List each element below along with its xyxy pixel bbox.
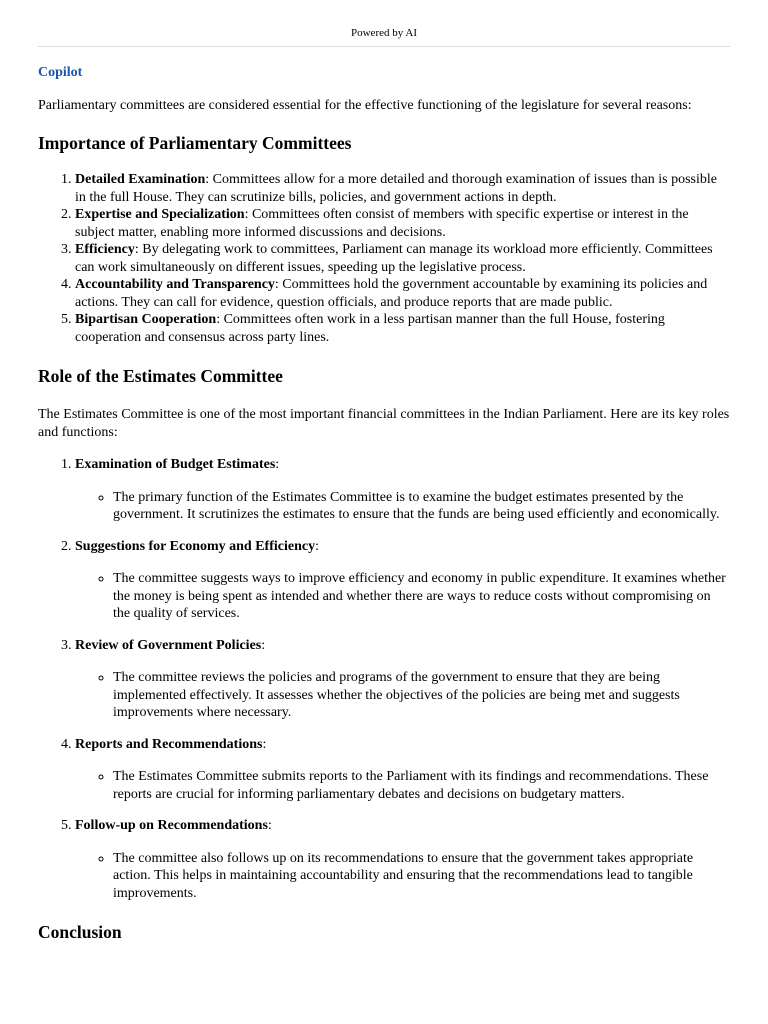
estimates-item-title: Reports and Recommendations	[75, 736, 263, 752]
estimates-sublist	[75, 669, 730, 722]
estimates-item-title: Examination of Budget Estimates	[75, 457, 276, 472]
importance-item	[75, 276, 730, 311]
importance-item-text: : Committees hold the government accountable by examining its policies and actions. They can call for evidence, question officials, and produce reports that are made public.	[75, 277, 708, 310]
importance-item-title: Efficiency	[75, 242, 135, 257]
estimates-item	[75, 736, 730, 804]
powered-by-header: Powered by AI	[38, 0, 730, 47]
importance-heading: Importance of Parliamentary Committees	[38, 133, 352, 153]
estimates-item-suffix: :	[267, 818, 272, 833]
importance-item-title: Detailed Examination	[75, 172, 206, 187]
estimates-item-suffix: :	[315, 538, 319, 554]
importance-item-title: Accountability and Transparency	[75, 277, 275, 292]
importance-item	[75, 241, 730, 276]
estimates-sublist	[75, 489, 730, 524]
estimates-heading: Role of the Estimates Committee	[38, 366, 283, 386]
importance-item-title: Expertise and Specialization	[75, 207, 245, 222]
estimates-item	[75, 456, 730, 524]
importance-item	[75, 171, 730, 206]
estimates-sublist	[75, 570, 730, 623]
importance-item-title: Bipartisan Cooperation	[75, 312, 217, 327]
estimates-item-detail: ◦ The committee suggests ways to improve efficiency and economy in public expenditure. It examines whether the money is being spent as intended and whether there are ways to reduce costs without compromising on the quality of services.	[113, 570, 730, 623]
estimates-item-detail: ◦ The committee reviews the policies and programs of the government to ensure that they are being implemented effectively. It assesses whether the objectives of the policies are being met and suggests improvements where necessary.	[113, 669, 730, 722]
conclusion-heading: Conclusion	[38, 922, 122, 942]
importance-item-text: : Committees often consist of members with specific expertise or interest in the subject matter, enabling more informed discussions and decisions.	[75, 207, 689, 240]
estimates-item	[75, 817, 730, 902]
estimates-sublist	[75, 850, 730, 903]
estimates-item-suffix: :	[261, 637, 266, 653]
estimates-intro: The Estimates Committee is one of the most important financial committees in the Indian Parliament. Here are its key roles and functions:	[38, 407, 730, 440]
importance-list	[38, 171, 730, 346]
importance-item-text: : Committees allow for a more detailed and thorough examination of issues than is possible in the full House. They can scrutinize bills, policies, and government actions in depth.	[75, 172, 717, 205]
estimates-item-title: Review of Government Policies	[75, 637, 262, 653]
estimates-item-detail: ◦ The committee also follows up on its recommendations to ensure that the government takes appropriate action. This helps in maintaining accountability and ensuring that the recommendations lead to tangible improvements.	[113, 850, 730, 903]
estimates-item-detail: ◦ The primary function of the Estimates Committee is to examine the budget estimates presented by the government. It scrutinizes the estimates to ensure that the funds are being used efficiently and economically.	[113, 489, 730, 524]
estimates-item-detail: ◦ The Estimates Committee submits reports to the Parliament with its findings and recommendations. These reports are crucial for informing parliamentary debates and decisions on budgetary matters.	[113, 768, 730, 803]
brand-title: Copilot	[38, 65, 83, 80]
importance-item	[75, 311, 730, 346]
estimates-item-title: Follow-up on Recommendations	[75, 818, 268, 833]
estimates-item	[75, 538, 730, 623]
importance-item	[75, 206, 730, 241]
importance-item-text: : Committees often work in a less partisan manner than the full House, fostering cooperation and consensus across party lines.	[75, 312, 665, 345]
estimates-item	[75, 637, 730, 722]
estimates-list	[38, 456, 730, 902]
estimates-item-suffix: :	[275, 457, 280, 472]
document-page	[38, 0, 730, 943]
importance-item-text: : By delegating work to committees, Parliament can manage its workload more efficiently. Committees can work simultaneously on different issues, speeding up the legislative process.	[75, 242, 713, 275]
intro-paragraph: Parliamentary committees are considered essential for the effective functioning of the legislature for several reasons:	[38, 97, 692, 113]
estimates-item-suffix: :	[262, 736, 267, 752]
estimates-item-title: Suggestions for Economy and Efficiency	[75, 538, 316, 554]
estimates-sublist	[75, 768, 730, 803]
